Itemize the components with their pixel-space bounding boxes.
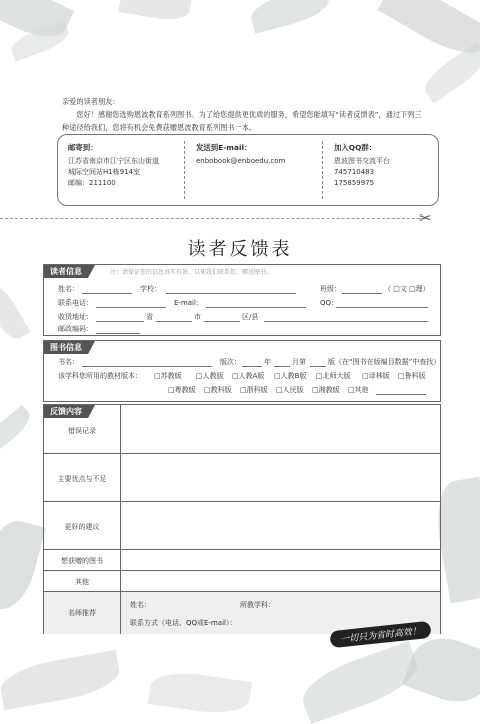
book-info-section [43, 340, 441, 402]
feedback-tag: 反馈内容 [44, 405, 88, 418]
versions-label: 该学科您所用的教材版本： [58, 372, 142, 380]
postcode-field[interactable] [96, 333, 140, 334]
city-field[interactable] [156, 321, 192, 322]
reader-note: 注：请保证您的信息真实有效，以便我们联系您、赠送图书。 [110, 269, 273, 276]
version-option[interactable]: □译林版 [362, 372, 390, 380]
feedback-row [44, 404, 440, 453]
feedback-row-label: 错误记录 [68, 427, 96, 435]
district-label: 区/县 [242, 313, 259, 321]
month-label: 月第 [292, 358, 306, 366]
teacher-contact-label: 联系方式（电话、QQ或E-mail）： [130, 619, 237, 627]
contact-qq-title: 加入QQ群： [334, 143, 377, 152]
phone-field[interactable] [96, 307, 166, 308]
version-option[interactable]: □鲁科版 [398, 372, 426, 380]
class-field[interactable] [342, 293, 382, 294]
errata-field[interactable] [121, 404, 439, 453]
version-option[interactable]: □人教版 [196, 372, 224, 380]
slogan-badge: 一切只为省时高效！ [329, 621, 431, 648]
book-name-field[interactable] [82, 366, 212, 367]
edition-number-field[interactable] [310, 366, 326, 367]
teacher-name-label: 姓名： [130, 601, 151, 609]
email-label: E-mail： [174, 299, 203, 307]
version-option[interactable]: □人教A版 [232, 372, 265, 380]
suggestion-field[interactable] [121, 502, 439, 550]
street-field[interactable] [264, 321, 428, 322]
qq-field[interactable] [336, 307, 428, 308]
month-field[interactable] [274, 366, 290, 367]
version-option[interactable]: □人教B版 [274, 372, 307, 380]
contact-qq-line: 恩波图书交流平台 [334, 157, 390, 165]
feedback-row [44, 549, 440, 571]
contact-email [196, 142, 285, 167]
qq-label: QQ： [320, 299, 339, 307]
version-option[interactable]: □湘教版 [312, 386, 340, 394]
divider [322, 141, 323, 199]
address-label: 收货地址： [58, 313, 93, 321]
wenli-checkboxes[interactable]: （ □文 □理） [384, 285, 430, 293]
feedback-section [43, 404, 441, 634]
district-field[interactable] [204, 321, 240, 322]
edition-label: 版次： [220, 358, 241, 366]
feedback-row-label: 想获赠的图书 [61, 557, 103, 565]
version-option[interactable]: □教科版 [204, 386, 232, 394]
other-field[interactable] [121, 571, 439, 592]
feedback-row-label: 其他 [75, 578, 89, 586]
feedback-row-label: 更好的建议 [64, 523, 100, 531]
contact-qq-line: 745710483 [334, 168, 375, 176]
contact-email-address[interactable]: enbobook@enboedu.com [196, 157, 286, 165]
feedback-row [44, 501, 440, 550]
contact-mail-line: 江苏省南京市江宁区东山街道 [68, 157, 159, 165]
other-version-field[interactable] [376, 394, 426, 395]
contact-mail [68, 142, 159, 189]
contact-mail-line: 城际空间站H1栋914室 [68, 168, 141, 176]
contact-qq [334, 142, 390, 189]
school-field[interactable] [166, 293, 296, 294]
email-field[interactable] [206, 307, 306, 308]
version-option[interactable]: □北师大版 [316, 372, 351, 380]
name-label: 姓名： [58, 285, 79, 293]
edition-note: 版（在“图书在版编目数据”中查找） [328, 358, 441, 366]
contact-email-title: 发送到E-mail： [196, 143, 252, 152]
reader-info-tag: 读者信息 [44, 265, 88, 278]
teacher-subject-label: 所教学科： [240, 601, 275, 609]
scissors-icon: ✂ [419, 209, 432, 227]
column-divider [120, 592, 121, 634]
contact-mail-line: 邮编：211100 [68, 179, 116, 187]
form-title: 读者反馈表 [187, 239, 293, 260]
book-info-tag: 图书信息 [44, 341, 88, 354]
province-label: 省 [146, 313, 153, 321]
feedback-row [44, 570, 440, 592]
divider [184, 141, 185, 199]
feedback-row-label: 主要优点与不足 [57, 475, 107, 483]
phone-label: 联系电话： [58, 299, 93, 307]
city-label: 市 [194, 313, 201, 321]
intro-body: 您好！感谢您选购恩波教育系列图书。为了给您提供更优质的服务，希望您能填写“读者反馈表”，通过下列三种途径给我们，您将有机会免费获赠恩波教育系列图书一本。 [62, 110, 422, 132]
greeting: 亲爱的读者朋友： [62, 97, 120, 106]
year-label: 年 [264, 358, 271, 366]
cut-line [0, 218, 425, 219]
reader-info-section [43, 264, 441, 336]
version-option[interactable]: □人民版 [276, 386, 304, 394]
contact-box [57, 134, 439, 206]
book-name-label: 书名： [58, 358, 79, 366]
version-option[interactable]: □其他 [348, 386, 369, 394]
postcode-label: 邮政编码： [58, 325, 93, 333]
wanted-book-field[interactable] [121, 550, 439, 571]
province-field[interactable] [96, 321, 144, 322]
intro-block [62, 95, 422, 134]
version-option[interactable]: □粤教版 [168, 386, 196, 394]
contact-qq-line: 175859975 [334, 179, 375, 187]
name-field[interactable] [82, 293, 132, 294]
year-field[interactable] [242, 366, 262, 367]
class-label: 班级： [320, 285, 341, 293]
feedback-row [44, 453, 440, 502]
version-option[interactable]: □苏教版 [154, 372, 182, 380]
pros-cons-field[interactable] [121, 454, 439, 502]
version-option[interactable]: □浙科版 [240, 386, 268, 394]
teacher-label: 名师推荐 [68, 609, 96, 617]
contact-mail-title: 邮寄到： [68, 143, 98, 152]
school-label: 学校： [140, 285, 161, 293]
